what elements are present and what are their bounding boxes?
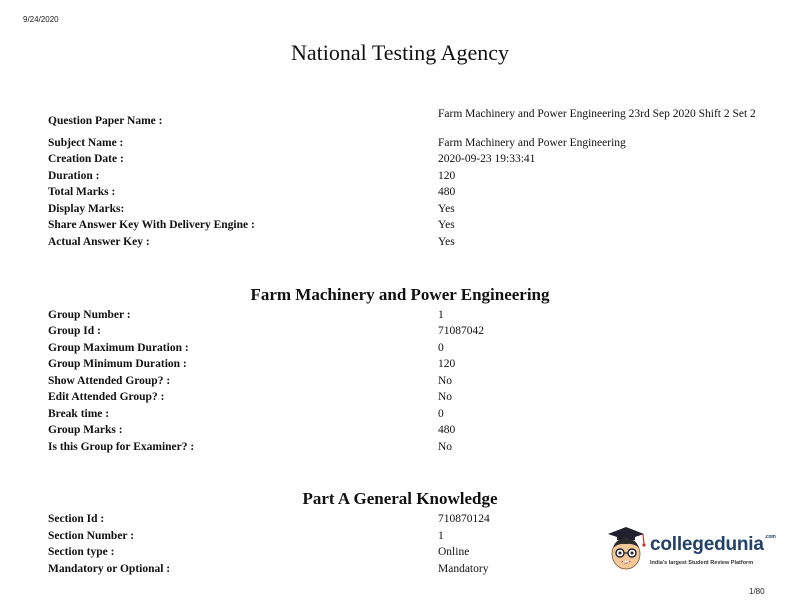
section-value: 1	[438, 530, 444, 542]
info-value: Farm Machinery and Power Engineering 23rd Sep 2020 Shift 2 Set 2	[438, 108, 756, 120]
group-heading: Farm Machinery and Power Engineering	[250, 285, 550, 304]
logo-name: collegedunia	[650, 534, 764, 555]
info-key: Creation Date :	[48, 153, 124, 165]
page-number: 1/80	[749, 587, 765, 596]
group-key: Group Minimum Duration :	[48, 358, 187, 370]
group-key: Show Attended Group? :	[48, 375, 171, 387]
mascot-face-icon	[604, 524, 648, 576]
info-key: Actual Answer Key :	[48, 236, 150, 248]
group-value: No	[438, 391, 453, 403]
logo-tld: .com	[764, 534, 776, 540]
logo-tagline: India's largest Student Review Platform	[650, 560, 754, 566]
group-value: No	[438, 375, 453, 387]
group-key: Is this Group for Examiner? :	[48, 441, 195, 453]
group-value: 0	[438, 408, 444, 420]
page-title: National Testing Agency	[290, 40, 509, 65]
info-key: Share Answer Key With Delivery Engine :	[48, 219, 255, 231]
info-value: 120	[438, 170, 456, 182]
group-key: Edit Attended Group? :	[48, 391, 165, 403]
section-key: Section Number :	[48, 530, 135, 542]
part-heading: Part A General Knowledge	[302, 489, 498, 508]
section-key: Mandatory or Optional :	[48, 563, 171, 575]
info-key: Total Marks :	[48, 186, 116, 198]
group-key: Group Id :	[48, 325, 101, 337]
info-value: Yes	[438, 236, 455, 248]
section-value: Online	[438, 546, 470, 558]
info-key: Display Marks:	[48, 203, 125, 215]
group-value: 120	[438, 358, 456, 370]
group-key: Break time :	[48, 408, 110, 420]
info-value: Farm Machinery and Power Engineering	[438, 137, 626, 149]
group-key: Group Marks :	[48, 424, 123, 436]
section-value: 710870124	[438, 513, 490, 525]
info-value: Yes	[438, 203, 455, 215]
group-value: 71087042	[438, 325, 484, 337]
print-date: 9/24/2020	[23, 15, 59, 24]
section-key: Section type :	[48, 546, 115, 558]
section-value: Mandatory	[438, 563, 489, 575]
group-key: Group Number :	[48, 309, 131, 321]
info-value: Yes	[438, 219, 455, 231]
logo-wordmark	[650, 534, 776, 556]
group-value: 1	[438, 309, 444, 321]
section-key: Section Id :	[48, 513, 105, 525]
info-value: 2020-09-23 19:33:41	[438, 153, 536, 165]
info-key: Question Paper Name :	[48, 115, 163, 127]
group-value: 480	[438, 424, 456, 436]
group-key: Group Maximum Duration :	[48, 342, 189, 354]
info-key: Subject Name :	[48, 137, 124, 149]
collegedunia-logo	[604, 524, 776, 576]
info-value: 480	[438, 186, 456, 198]
group-value: No	[438, 441, 453, 453]
group-value: 0	[438, 342, 444, 354]
info-key: Duration :	[48, 170, 100, 182]
